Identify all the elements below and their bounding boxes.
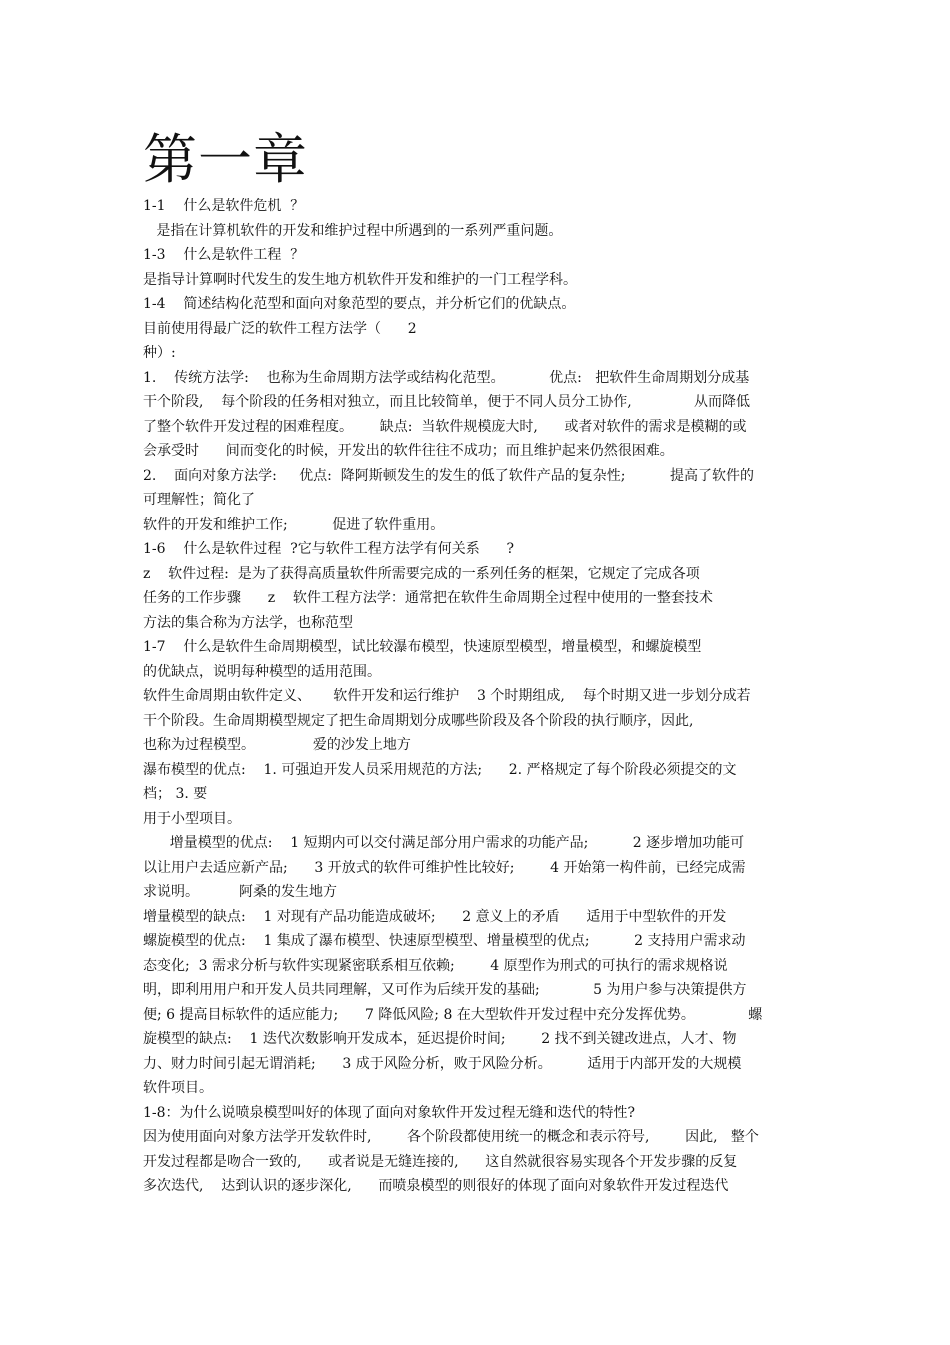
text-line: 以让用户去适应新产品; 3 开放式的软件可维护性比较好; 4 开始第一构件前，已经完成需 <box>143 859 746 876</box>
text-line: 旋模型的缺点: 1 迭代次数影响开发成本，延迟提价时间; 2 找不到关键改进点，人才、物 <box>143 1031 737 1047</box>
text-line: 1-6 什么是软件过程 ?它与软件工程方法学有何关系 ? <box>143 541 514 557</box>
text-line: 也称为过程模型。 爱的沙发上地方 <box>143 737 411 753</box>
text-line: 了整个软件开发过程的困难程度。 缺点: 当软件规模庞大时, 或者对软件的需求是模糊的或 <box>143 418 747 435</box>
text-line: 软件的开发和维护工作; 促进了软件重用。 <box>143 516 445 533</box>
text-line: 1-1 什么是软件危机 ？ <box>143 198 305 214</box>
text-line: 干个阶段, 每个阶段的任务相对独立，而且比较简单，便于不同人员分工协作, 从而降低 <box>143 394 751 410</box>
text-line: 1-3 什么是软件工程 ？ <box>143 247 305 263</box>
text-line: 明，即利用用户和开发人员共同理解，又可作为后续开发的基础; 5 为用户参与决策提供方 <box>143 982 747 998</box>
text-line: 目前使用得最广泛的软件工程方法学（ 2 <box>143 320 417 337</box>
text-line: 方法的集合称为方法学，也称范型 <box>143 614 353 631</box>
text-line: 因为使用面向对象方法学开发软件时, 各个阶段都使用统一的概念和表示符号, 因此, 整个 <box>143 1129 759 1145</box>
text-line: 增量模型的优点: 1 短期内可以交付满足部分用户需求的功能产品; 2 逐步增加功能可 <box>143 835 745 851</box>
text-line: 求说明。 阿桑的发生地方 <box>143 884 338 900</box>
text-line: 任务的工作步骤 z 软件工程方法学：通常把在软件生命周期全过程中使用的一整套技术 <box>143 590 713 606</box>
text-line: 种）: <box>143 345 176 361</box>
text-line: 开发过程都是吻合一致的, 或者说是无缝连接的, 这自然就很容易实现各个开发步骤的反复 <box>143 1153 738 1170</box>
text-line: 便; 6 提高目标软件的适应能力; 7 降低风险; 8 在大型软件开发过程中充分发挥优势。 螺 <box>143 1006 763 1023</box>
text-line: 是指导计算啊时代发生的发生地方机软件开发和维护的一门工程学科。 <box>143 271 577 288</box>
body-text <box>143 194 813 1199</box>
text-line: 用于小型项目。 <box>143 810 241 827</box>
text-line: 是指在计算机软件的开发和维护过程中所遇到的一系列严重问题。 <box>143 222 563 239</box>
text-line: 1. 传统方法学: 也称为生命周期方法学或结构化范型。 优点: 把软件生命周期划分成基 <box>143 369 750 386</box>
text-line: 2. 面向对象方法学: 优点: 降阿斯顿发生的发生的低了软件产品的复杂性; 提高了软件的 <box>143 467 754 484</box>
text-line: 档； 3. 要 <box>143 786 208 802</box>
text-line: 螺旋模型的优点: 1 集成了瀑布模型、快速原型模型、增量模型的优点; 2 支持用户需求动 <box>143 933 746 949</box>
text-line: 会承受时 间而变化的时候，开发出的软件往往不成功；而且维护起来仍然很困难。 <box>143 443 674 459</box>
text-line: 1-7 什么是软件生命周期模型，试比较瀑布模型，快速原型模型，增量模型，和螺旋模型 <box>143 639 702 655</box>
text-line: 1-4 简述结构化范型和面向对象范型的要点，并分析它们的优缺点。 <box>143 296 576 312</box>
chapter-title: 第一章 <box>143 128 308 191</box>
text-line: 的优缺点，说明每种模型的适用范围。 <box>143 663 381 680</box>
text-line: 1-8：为什么说喷泉模型叫好的体现了面向对象软件开发过程无缝和迭代的特性? <box>143 1104 636 1121</box>
text-line: 瀑布模型的优点: 1. 可强迫开发人员采用规范的方法; 2. 严格规定了每个阶段必须提交的文 <box>143 761 737 778</box>
text-line: z 软件过程: 是为了获得高质量软件所需要完成的一系列任务的框架，它规定了完成各项 <box>143 565 700 582</box>
text-line: 态变化; 3 需求分析与软件实现紧密联系相互依赖; 4 原型作为刑式的可执行的需求规格说 <box>143 957 728 974</box>
text-line: 软件项目。 <box>143 1080 213 1096</box>
text-line: 力、财力时间引起无谓消耗; 3 成于风险分析，败于风险分析。 适用于内部开发的大规模 <box>143 1055 742 1072</box>
text-line: 多次迭代, 达到认识的逐步深化, 而喷泉模型的则很好的体现了面向对象软件开发过程迭代 <box>143 1178 729 1194</box>
text-line: 可理解性；简化了 <box>143 492 255 508</box>
text-line: 增量模型的缺点: 1 对现有产品功能造成破坏; 2 意义上的矛盾 适用于中型软件的开发 <box>143 908 727 925</box>
text-line: 软件生命周期由软件定义、 软件开发和运行维护 3 个时期组成, 每个时期又进一步划分成若 <box>143 688 751 704</box>
text-line: 干个阶段。生命周期模型规定了把生命周期划分成哪些阶段及各个阶段的执行顺序，因此, <box>143 712 694 729</box>
